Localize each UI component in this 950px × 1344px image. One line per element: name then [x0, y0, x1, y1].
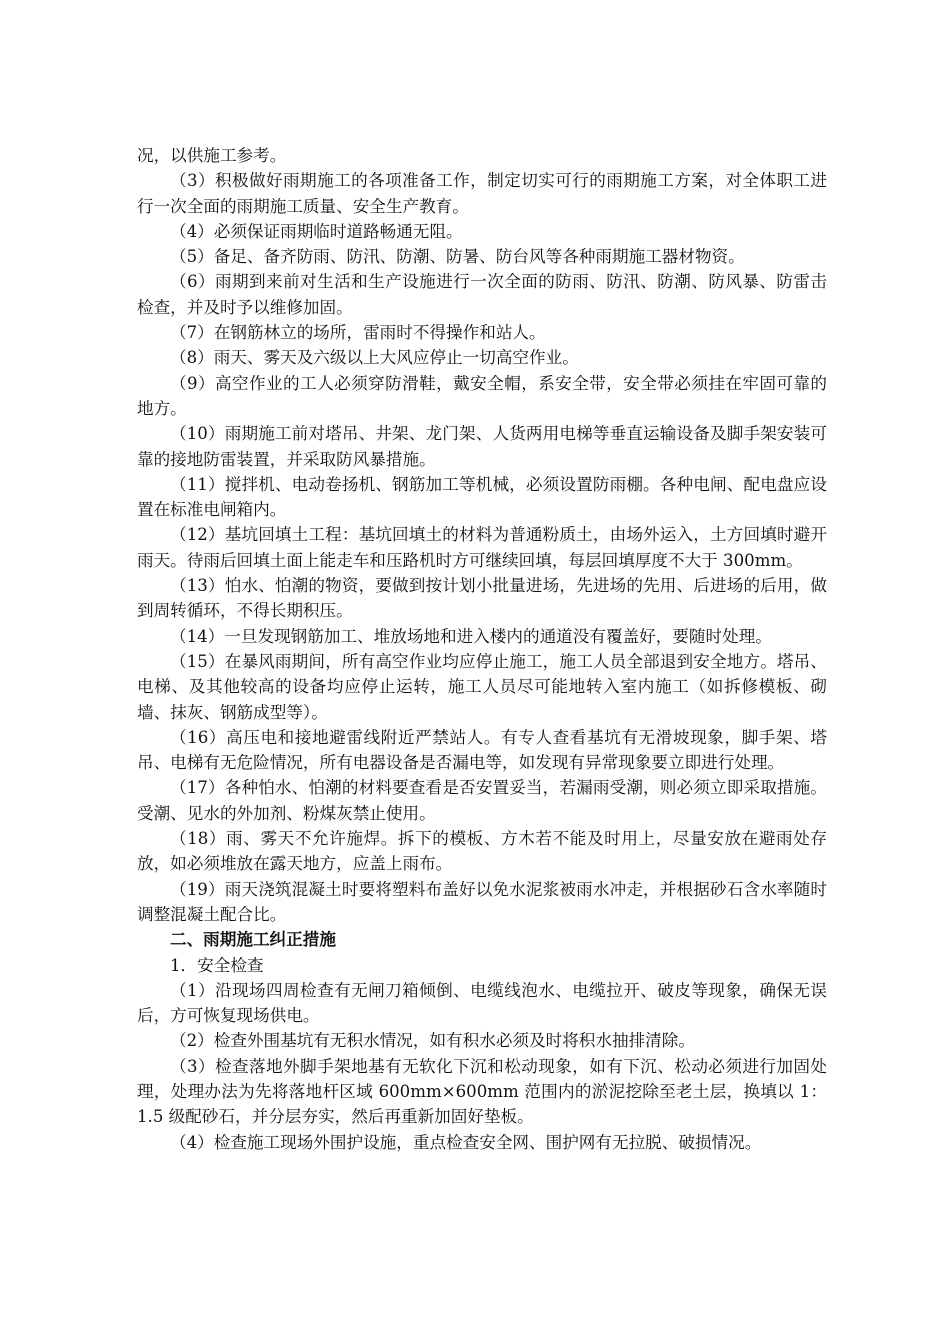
paragraph-item-13: （13）怕水、怕潮的物资，要做到按计划小批量进场，先进场的先用、后进场的后用，做到周转循环，不得长期积压。 [137, 576, 827, 621]
paragraph-item-3: （3）积极做好雨期施工的各项准备工作，制定切实可行的雨期施工方案，对全体职工进行一次全面的雨期施工质量、安全生产教育。 [137, 171, 827, 216]
check-item-4: （4）检查施工现场外围护设施，重点检查安全网、围护网有无拉脱、破损情况。 [170, 1132, 762, 1152]
subsection-heading: 1．安全检查 [170, 955, 264, 975]
document-page [137, 143, 827, 1155]
paragraph-item-7: （7）在钢筋林立的场所，雷雨时不得操作和站人。 [170, 323, 546, 343]
paragraph-item-9: （9）高空作业的工人必须穿防滑鞋，戴安全帽，系安全带，安全带必须挂在牢固可靠的地方。 [137, 373, 827, 418]
section-heading: 二、雨期施工纠正措施 [170, 929, 336, 950]
paragraph-item-11: （11）搅拌机、电动卷扬机、钢筋加工等机械，必须设置防雨棚。各种电闸、配电盘应设置在标准电闸箱内。 [137, 474, 827, 520]
paragraph-item-16: （16）高压电和接地避雷线附近严禁站人。有专人查看基坑有无滑坡现象，脚手架、塔吊、电梯有无危险情况，所有电器设备是否漏电等，如发现有异常现象要立即进行处理。 [137, 727, 827, 773]
paragraph-item-14: （14）一旦发现钢筋加工、堆放场地和进入楼内的通道没有覆盖好，要随时处理。 [170, 626, 772, 646]
check-item-1: （1）沿现场四周检查有无闸刀箱倾倒、电缆线泡水、电缆拉开、破皮等现象，确保无误后，方可恢复现场供电。 [137, 980, 827, 1026]
paragraph-item-4: （4）必须保证雨期临时道路畅通无阻。 [170, 221, 463, 241]
check-item-2: （2）检查外围基坑有无积水情况，如有积水必须及时将积水抽排清除。 [170, 1031, 695, 1051]
paragraph-item-15: （15）在暴风雨期间，所有高空作业均应停止施工，施工人员全部退到安全地方。塔吊、电梯、及其他较高的设备均应停止运转，施工人员尽可能地转入室内施工（如拆修模板、砌墙、抹灰、钢筋成型等）。 [137, 651, 827, 722]
paragraph-continuation: 况，以供施工参考。 [137, 146, 287, 165]
paragraph-item-6: （6）雨期到来前对生活和生产设施进行一次全面的防雨、防汛、防潮、防风暴、防雷击检查，并及时予以维修加固。 [137, 272, 827, 317]
paragraph-item-18: （18）雨、雾天不允许施焊。拆下的模板、方木若不能及时用上，尽量安放在避雨处存放，如必须堆放在露天地方，应盖上雨布。 [137, 829, 827, 874]
paragraph-item-10: （10）雨期施工前对塔吊、井架、龙门架、人货两用电梯等垂直运输设备及脚手架安装可靠的接地防雷装置，并采取防风暴措施。 [137, 424, 827, 469]
paragraph-item-8: （8）雨天、雾天及六级以上大风应停止一切高空作业。 [170, 348, 579, 368]
check-item-3: （3）检查落地外脚手架地基有无软化下沉和松动现象，如有下沉、松动必须进行加固处理，处理办法为先将落地杆区域 600mm×600mm 范围内的淤泥挖除至老土层，换填以 1：1.5 级配砂石，并分层夯实，然后再重新加固好垫板。 [137, 1056, 827, 1127]
paragraph-item-5: （5）备足、备齐防雨、防汛、防潮、防暑、防台风等各种雨期施工器材物资。 [170, 247, 745, 267]
paragraph-item-12: （12）基坑回填土工程：基坑回填土的材料为普通粉质土，由场外运入，土方回填时避开雨天。待雨后回填土面上能走车和压路机时方可继续回填，每层回填厚度不大于 300mm。 [137, 525, 827, 570]
paragraph-item-17: （17）各种怕水、怕潮的材料要查看是否安置妥当，若漏雨受潮，则必须立即采取措施。受潮、见水的外加剂、粉煤灰禁止使用。 [137, 778, 827, 823]
paragraph-item-19: （19）雨天浇筑混凝土时要将塑料布盖好以免水泥浆被雨水冲走，并根据砂石含水率随时调整混凝土配合比。 [137, 879, 827, 924]
